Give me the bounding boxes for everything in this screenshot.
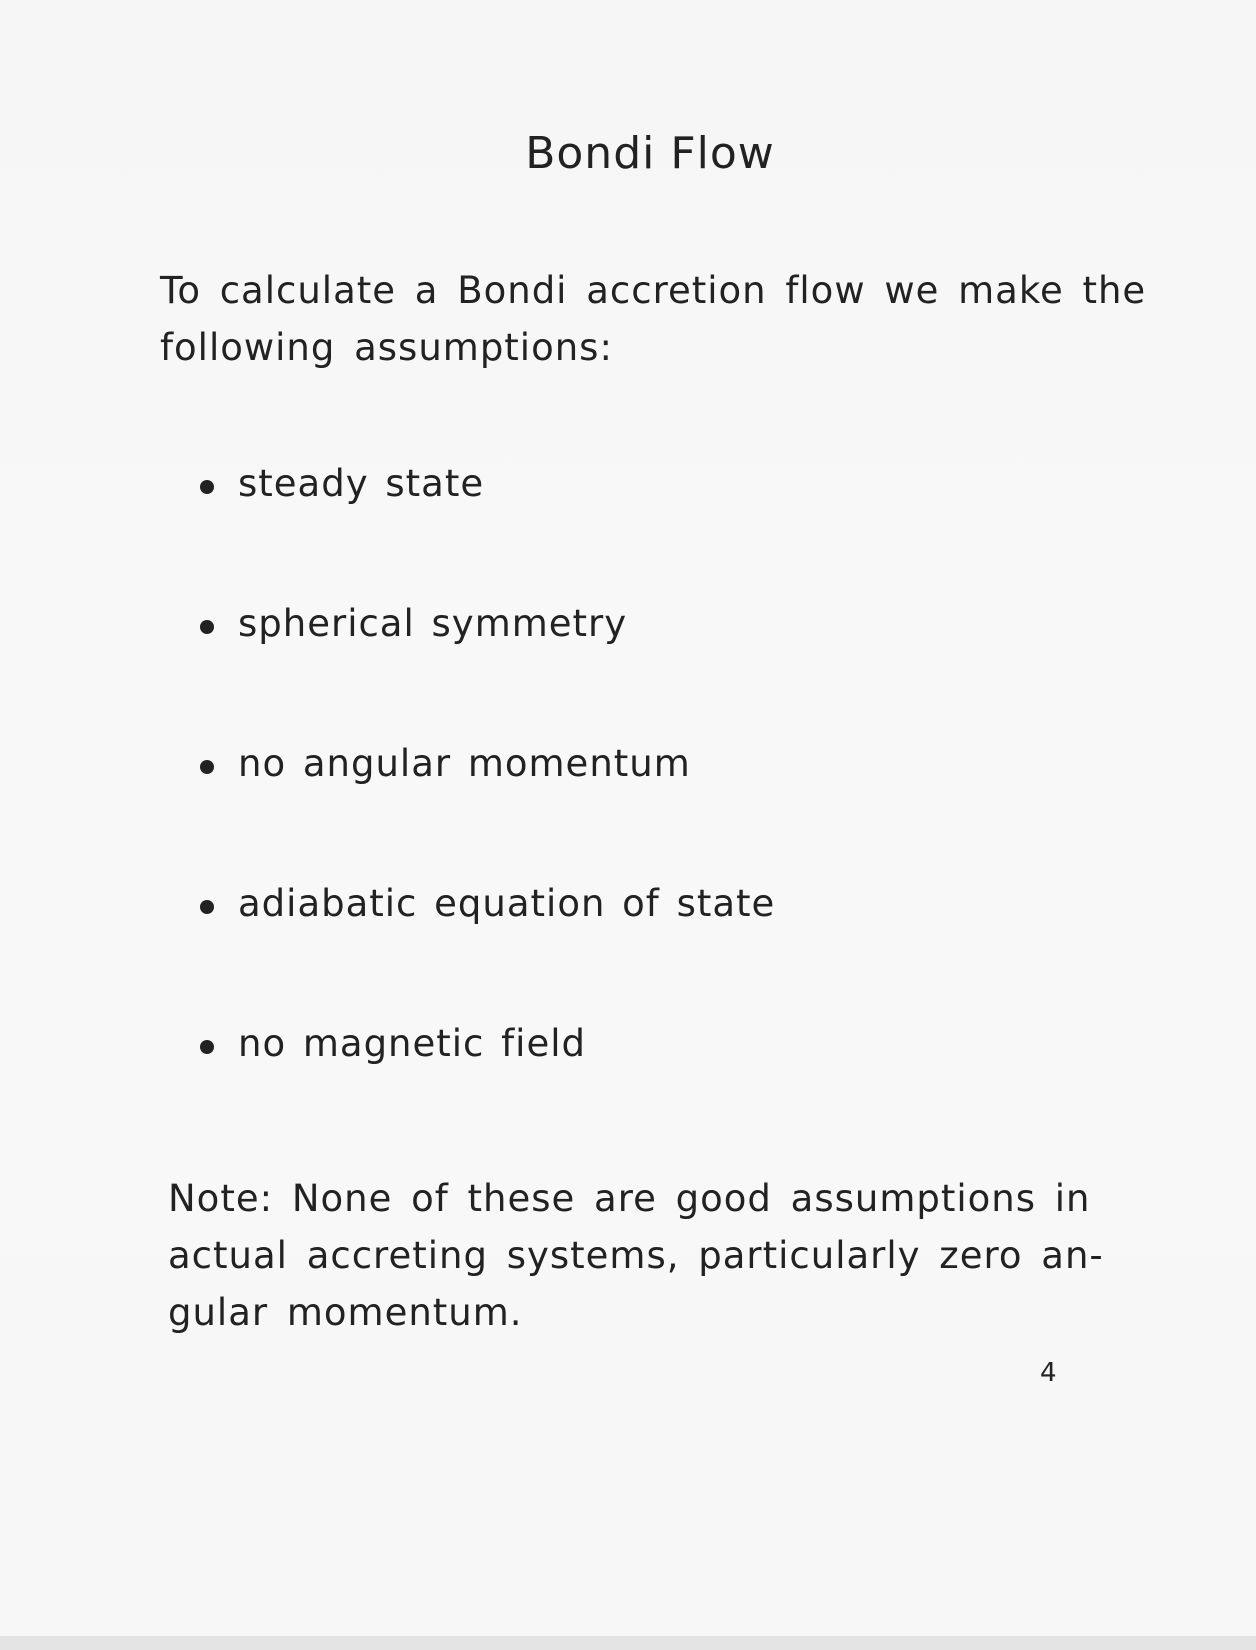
bullet-icon [200, 900, 214, 914]
note-paragraph: Note: None of these are good assumptions in actual accreting systems, particularly zero an-gular momentum. [168, 1177, 1104, 1334]
bullet-icon [200, 760, 214, 774]
list-item-text: no angular momentum [238, 742, 691, 785]
list-item [200, 462, 484, 505]
list-item-text: no magnetic field [238, 1022, 586, 1065]
list-item-text: steady state [238, 462, 485, 505]
intro-paragraph: To calculate a Bondi accretion flow we make the following assumptions: [160, 269, 1147, 369]
list-item [200, 602, 627, 645]
page-number: 4 [1040, 1358, 1057, 1388]
bullet-icon [200, 480, 214, 494]
list-item [200, 882, 775, 925]
list-item-text: adiabatic equation of state [238, 882, 776, 925]
page-title: Bondi Flow [525, 128, 775, 179]
bullet-icon [200, 1040, 214, 1054]
page-edge [0, 1636, 1256, 1650]
list-item-text: spherical symmetry [238, 602, 628, 645]
list-item [200, 742, 691, 785]
list-item [200, 1022, 586, 1065]
bullet-icon [200, 620, 214, 634]
